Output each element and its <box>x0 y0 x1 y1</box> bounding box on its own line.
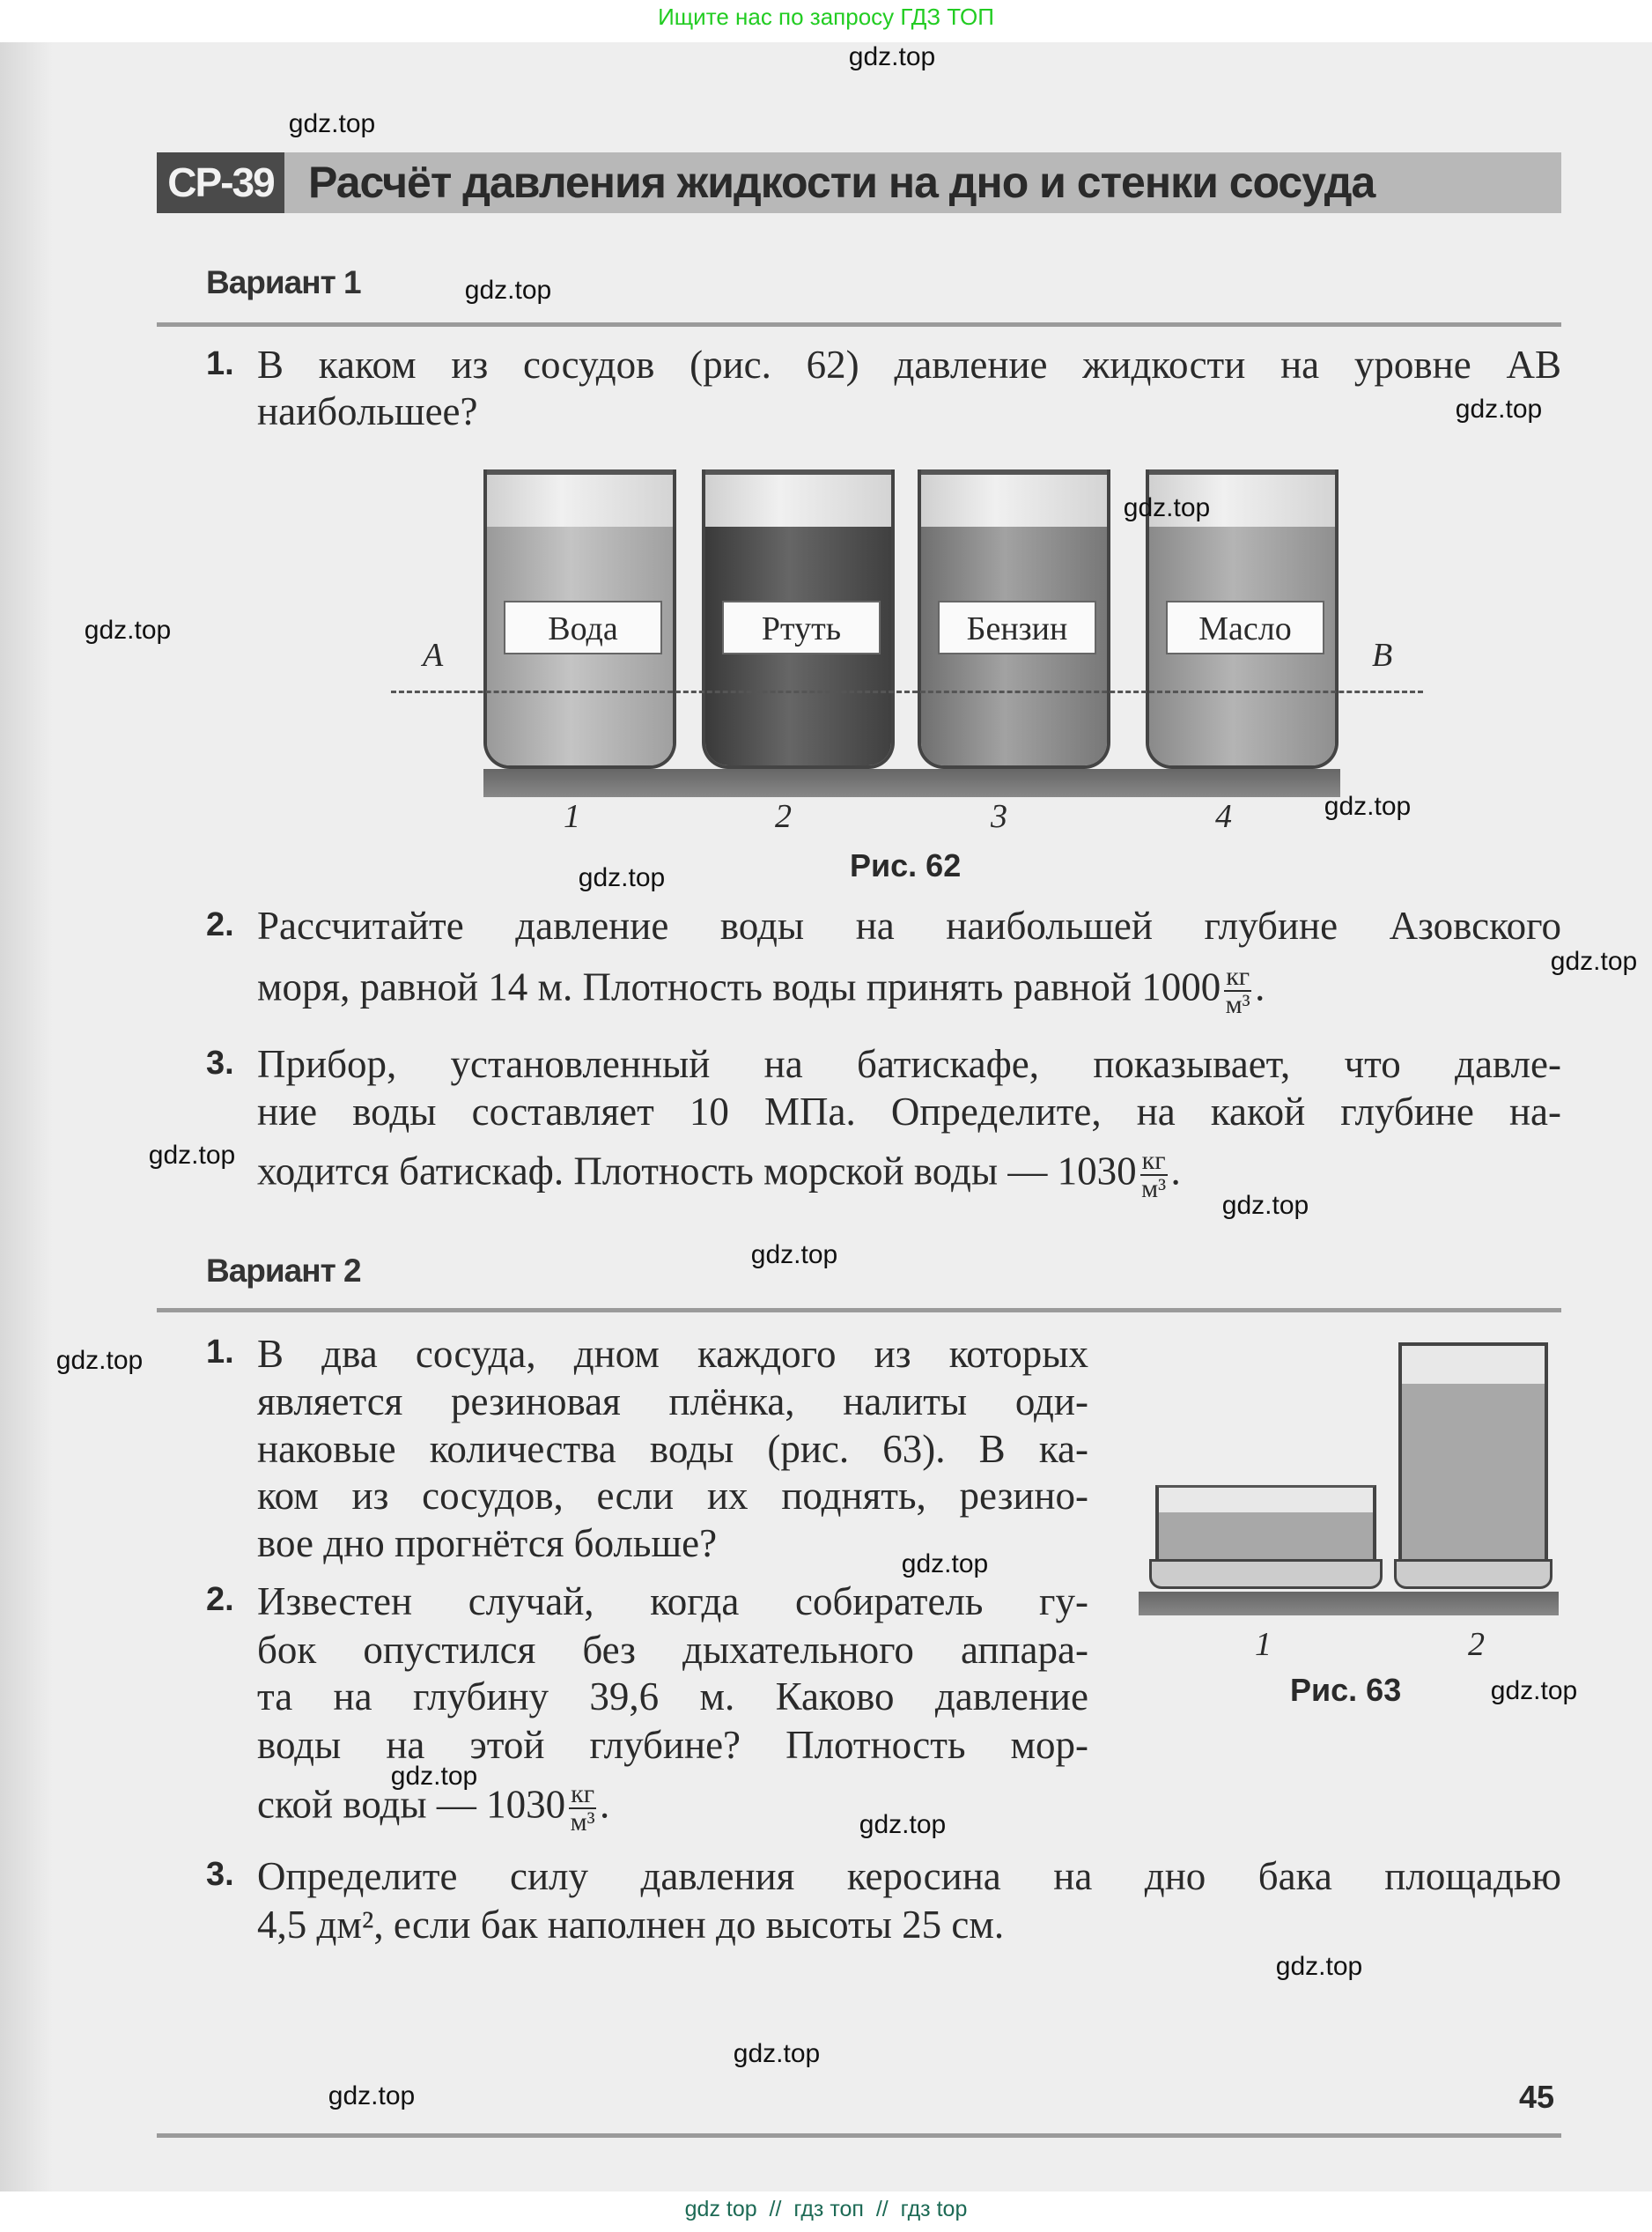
watermark: gdz.top <box>733 2039 821 2068</box>
watermark: gdz.top <box>1123 493 1211 522</box>
watermark: gdz.top <box>1275 1952 1363 1981</box>
shelf <box>1139 1592 1559 1615</box>
question-text: ской воды — 1030 $\frac{кг}{\text{м³}}$ . <box>257 1779 610 1837</box>
watermark: gdz.top <box>1490 1676 1578 1705</box>
beaker-number: 2 <box>775 798 792 835</box>
page-title: Расчёт давления жидкости на дно и стенки сосуда <box>308 158 1375 207</box>
shelf <box>483 769 1340 797</box>
divider <box>157 2133 1561 2138</box>
beaker-number: 4 <box>1215 798 1232 835</box>
unit-fraction: $\frac{кг}{\text{м³}}$ <box>570 1779 595 1837</box>
question-text: ходится батискаф. Плотность морской воды — 1030 $\frac{кг}{\text{м³}}$ . <box>257 1146 1181 1203</box>
watermark: gdz.top <box>148 1141 236 1170</box>
question-text: ком из сосудов, если их поднять, резино- <box>257 1474 1088 1518</box>
question-text: является резиновая плёнка, налиты оди- <box>257 1379 1088 1423</box>
watermark: gdz.top <box>55 1346 144 1375</box>
divider <box>157 1308 1561 1312</box>
watermark: gdz.top <box>288 109 376 138</box>
question-text: В два сосуда, дном каждого из которых <box>257 1332 1088 1376</box>
beaker-number: 3 <box>991 798 1007 835</box>
question-text: Прибор, установленный на батискафе, показывает, что давле- <box>257 1042 1561 1086</box>
question-number: 2. <box>206 1581 234 1618</box>
beaker-number: 1 <box>564 798 580 835</box>
liquid-label: Вода <box>504 601 662 654</box>
search-banner[interactable]: Ищите нас по запросу ГДЗ ТОП <box>658 4 994 30</box>
section-code: СР-39 <box>157 152 284 213</box>
question-text: Известен случай, когда собиратель гу- <box>257 1579 1088 1623</box>
watermark: gdz.top <box>1550 947 1638 976</box>
watermark: gdz.top <box>901 1549 989 1578</box>
question-text: моря, равной 14 м. Плотность воды принять равной 1000 $\frac{кг}{\text{м³}}$ . <box>257 962 1265 1019</box>
page-number: 45 <box>1519 2079 1555 2115</box>
figure-caption: Рис. 63 <box>1290 1672 1402 1708</box>
question-number: 1. <box>206 345 234 382</box>
variant-1-heading: Вариант 1 <box>206 264 361 300</box>
variant-2-heading: Вариант 2 <box>206 1253 361 1289</box>
watermark: gdz.top <box>1455 395 1543 424</box>
question-text: ние воды составляет 10 МПа. Определите, на какой глубине на- <box>257 1090 1561 1134</box>
figure-caption: Рис. 62 <box>850 847 962 883</box>
vessel-number: 1 <box>1255 1626 1272 1663</box>
footer-links[interactable]: gdz top // гдз топ // гдз top <box>684 2197 968 2221</box>
question-number: 3. <box>206 1045 234 1082</box>
question-text: воды на этой глубине? Плотность мор- <box>257 1723 1088 1767</box>
rubber-bottom <box>1149 1559 1383 1589</box>
watermark: gdz.top <box>328 2081 416 2110</box>
watermark: gdz.top <box>1221 1191 1309 1220</box>
question-text: бок опустился без дыхательного аппара- <box>257 1628 1088 1672</box>
question-text: Определите силу давления керосина на дно бака площадью <box>257 1854 1561 1898</box>
question-number: 1. <box>206 1334 234 1371</box>
vessel-2 <box>1398 1342 1548 1573</box>
question-number: 2. <box>206 906 234 943</box>
question-text: наковые количества воды (рис. 63). В ка- <box>257 1427 1088 1471</box>
question-text: наибольшее? <box>257 389 478 433</box>
point-a: A <box>423 637 444 674</box>
vessel-number: 2 <box>1468 1626 1485 1663</box>
liquid-label: Бензин <box>938 601 1096 654</box>
watermark: gdz.top <box>848 42 936 71</box>
question-text: В каком из сосудов (рис. 62) давление жидкости на уровне AB <box>257 343 1561 387</box>
question-text: та на глубину 39,6 м. Каково давление <box>257 1674 1088 1718</box>
liquid-label: Масло <box>1166 601 1324 654</box>
divider <box>157 322 1561 327</box>
watermark: gdz.top <box>464 276 552 305</box>
point-b: B <box>1372 637 1393 674</box>
rubber-bottom <box>1394 1559 1552 1589</box>
watermark: gdz.top <box>859 1810 947 1839</box>
unit-fraction: $\frac{кг}{\text{м³}}$ <box>1225 962 1250 1019</box>
watermark: gdz.top <box>84 616 172 645</box>
liquid-label: Ртуть <box>722 601 881 654</box>
watermark: gdz.top <box>1324 792 1412 821</box>
question-number: 3. <box>206 1856 234 1893</box>
watermark: gdz.top <box>390 1762 478 1791</box>
question-text: 4,5 дм², если бак наполнен до высоты 25 см. <box>257 1903 1005 1947</box>
unit-fraction: $\frac{кг}{\text{м³}}$ <box>1141 1146 1167 1203</box>
watermark: gdz.top <box>750 1240 838 1269</box>
question-text: вое дно прогнётся больше? <box>257 1521 718 1565</box>
question-text: Рассчитайте давление воды на наибольшей глубине Азовского <box>257 904 1561 948</box>
level-line-ab <box>391 691 1423 693</box>
watermark: gdz.top <box>578 863 666 892</box>
